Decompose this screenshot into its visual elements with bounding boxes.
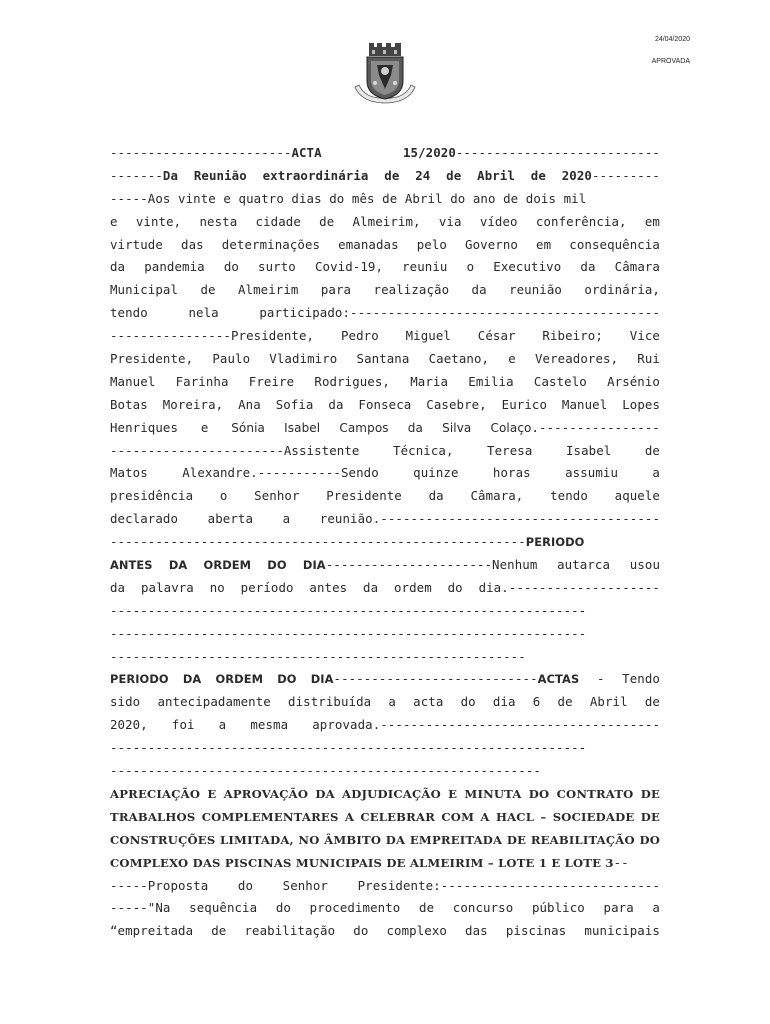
- minutes-body: [110, 142, 660, 943]
- text-line: [110, 852, 660, 875]
- text-line: [110, 394, 660, 417]
- text-run: 2020, foi a mesma aprovada.-------------------------------------: [110, 717, 660, 733]
- bold-run: PERIODO: [525, 535, 585, 550]
- section-heading: TRABALHOS COMPLEMENTARES A CELEBRAR COM A HACL – SOCIEDADE DE: [110, 809, 660, 824]
- text-line: [110, 211, 660, 234]
- text-run: ---------: [591, 167, 660, 183]
- text-run: presidência o Senhor Presidente da Câmara, tendo aquele: [110, 488, 660, 504]
- text-line: [110, 646, 660, 669]
- text-line: [110, 279, 660, 302]
- text-run: .----------------: [531, 419, 660, 435]
- bold-run: Da Reunião extraordinária de 24 de Abril de 2020: [162, 167, 592, 183]
- text-run: -----Proposta do Senhor Presidente:-----------------------------: [110, 877, 660, 893]
- text-line: [110, 897, 660, 920]
- text-run: -----"Na sequência do procedimento de concurso público para a: [110, 900, 660, 916]
- bold-run: ACTA 15/2020: [291, 145, 456, 160]
- name-run: Sónia Isabel Campos da Silva Colaço: [231, 420, 532, 435]
- text-line: [110, 234, 660, 257]
- text-line: [110, 325, 660, 348]
- text-line: [110, 783, 660, 806]
- text-line: [110, 577, 660, 600]
- text-line: [110, 875, 660, 898]
- section-heading: APRECIAÇÃO E APROVAÇÃO DA ADJUDICAÇÃO E MINUTA DO CONTRATO DE: [110, 786, 660, 801]
- text-line: [110, 691, 660, 714]
- text-line: [110, 485, 660, 508]
- text-run: “empreitada de reabilitação do complexo das piscinas municipais: [110, 923, 660, 939]
- text-line: [110, 714, 660, 737]
- text-line: [110, 920, 660, 943]
- text-line: [110, 256, 660, 279]
- text-run: --: [613, 854, 629, 870]
- text-line: [110, 737, 660, 760]
- text-run: Matos Alexandre.-----------Sendo quinze horas assumiu a: [110, 465, 660, 481]
- text-run: - Tendo: [579, 671, 660, 687]
- text-line: [110, 371, 660, 394]
- coat-of-arms-logo-icon: [351, 41, 419, 112]
- text-run: declarado aberta a reunião.-------------------------------------: [110, 511, 660, 527]
- text-run: virtude das determinações emanadas pelo Governo em consequência: [110, 236, 660, 252]
- section-heading: COMPLEXO DAS PISCINAS MUNICIPAIS DE ALMEIRIM – LOTE 1 E LOTE 3: [110, 855, 614, 870]
- text-run: ------------------------: [110, 145, 292, 160]
- text-run: Botas Moreira, Ana Sofia da Fonseca Casebre, Eurico Manuel Lopes: [110, 396, 660, 412]
- text-line: [110, 531, 660, 554]
- text-line: [110, 348, 660, 371]
- text-run: ----------------Presidente, Pedro Miguel César Ribeiro; Vice: [110, 328, 660, 344]
- text-line: [110, 829, 660, 852]
- text-line: [110, 760, 660, 783]
- text-line: [110, 188, 660, 211]
- text-run: da palavra no período antes da ordem do dia.--------------------: [110, 579, 660, 595]
- text-run: ---------------------------: [455, 145, 660, 160]
- text-line: [110, 554, 660, 577]
- text-run: da pandemia do surto Covid-19, reuniu o Executivo da Câmara: [110, 259, 660, 275]
- text-run: ---------------------------: [333, 671, 538, 687]
- text-run: Manuel Farinha Freire Rodrigues, Maria Emilia Castelo Arsénio: [110, 373, 660, 389]
- text-line: [110, 142, 660, 165]
- text-run: sido antecipadamente distribuída a acta do dia 6 de Abril de: [110, 694, 660, 710]
- text-line: [110, 623, 660, 646]
- text-line: [110, 508, 660, 531]
- text-run: -------------------------------------------------------: [110, 534, 526, 550]
- text-line: [110, 165, 660, 188]
- text-line: [110, 600, 660, 623]
- text-line: [110, 417, 660, 440]
- text-line: [110, 302, 660, 325]
- text-run: ---------------------------------------------------------------: [110, 740, 587, 756]
- approval-date: 24/04/2020: [654, 36, 690, 43]
- text-run: -----------------------Assistente Técnica, Teresa Isabel de: [110, 442, 660, 458]
- bold-run: ANTES DA ORDEM DO DIA: [110, 558, 326, 573]
- text-run: Presidente, Paulo Vladimiro Santana Caetano, e Vereadores, Rui: [110, 351, 660, 367]
- text-run: -------: [110, 167, 163, 183]
- text-run: Municipal de Almeirim para realização da reunião ordinária,: [110, 282, 660, 298]
- section-heading: CONSTRUÇÕES LIMITADA, NO ÂMBITO DA EMPREITADA DE REABILITAÇÃO DO: [110, 832, 660, 847]
- text-run: ---------------------------------------------------------------: [110, 602, 587, 618]
- text-run: -----Aos vinte e quatro dias do mês de Abril do ano de dois mil: [110, 190, 587, 206]
- text-line: [110, 668, 660, 691]
- text-run: tendo nela participado:-----------------------------------------: [110, 305, 660, 321]
- bold-run: ACTAS: [537, 672, 580, 687]
- text-run: -------------------------------------------------------: [110, 648, 526, 664]
- text-run: Henriques e: [110, 419, 232, 435]
- approval-status: APROVADA: [651, 58, 690, 65]
- bold-run: PERIODO DA ORDEM DO DIA: [110, 672, 334, 687]
- text-line: [110, 440, 660, 463]
- text-line: [110, 806, 660, 829]
- text-line: [110, 462, 660, 485]
- text-run: e vinte, nesta cidade de Almeirim, via vídeo conferência, em: [110, 213, 660, 229]
- text-run: ---------------------------------------------------------------: [110, 625, 587, 641]
- text-run: ---------------------------------------------------------: [110, 763, 541, 779]
- text-run: ----------------------Nenhum autarca usou: [325, 557, 660, 573]
